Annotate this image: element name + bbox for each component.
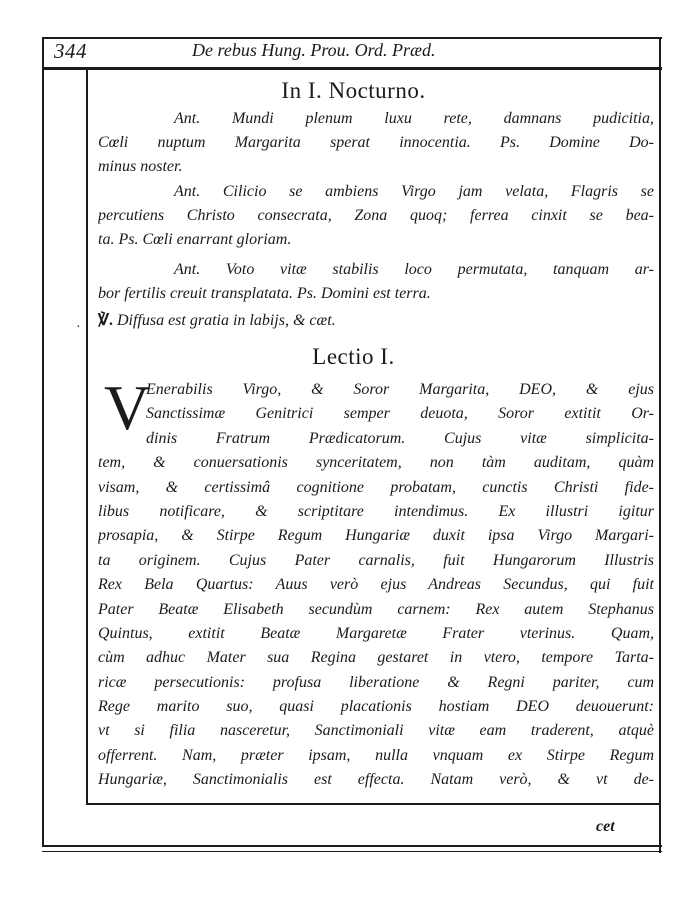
lectio-line: Sanctissimæ Genitrici semper deuota, Soror extitit Or-: [146, 405, 654, 423]
lectio-line: visam, & certissimâ cognitione probatam, cunctis Christi fide-: [98, 478, 654, 496]
lectio-line: tem, & conuersationis synceritatem, non tàm auditam, quàm: [98, 454, 654, 472]
lectio-heading: Lectio I.: [312, 344, 395, 369]
nocturn-heading: In I. Nocturno.: [281, 78, 426, 103]
versicle-line: [98, 309, 654, 333]
lectio-line: offerrent. Nam, præter ipsam, nulla vnquam ex Stirpe Regum: [98, 746, 654, 764]
antiphon-line: bor fertilis creuit transplatata. Ps. Domini est terra.: [98, 284, 431, 302]
margin-mark: ·: [76, 320, 81, 335]
header-rule: [42, 67, 662, 70]
antiphon-line: ta. Ps. Cœli enarrant gloriam.: [98, 230, 292, 248]
lectio-line: Hungariæ, Sanctimonialis est effecta. Natam verò, & vt de-: [98, 771, 654, 789]
bottom-outer-rule: [42, 845, 662, 847]
versicle: [98, 309, 654, 333]
antiphon-line: Ant. Mundi plenum luxu rete, damnans pudicitia,: [174, 110, 654, 127]
antiphon-2: [98, 180, 654, 251]
lectio-line: Rex Bela Quartus: Auus verò ejus Andreas Secundus, qui fuit: [98, 576, 654, 594]
left-inner-rule: [86, 70, 88, 803]
bottom-inner-rule: [86, 803, 661, 805]
lectio-line: libus notificare, & scriptitare intendimus. Ex illustri igitur: [98, 502, 654, 520]
lectio-line: dinis Fratrum Prædicatorum. Cujus vitæ simplicita-: [146, 429, 654, 447]
antiphon-line: Ant. Cilicio se ambiens Virgo jam velata, Flagris se: [174, 183, 654, 200]
lectio-line: Rege marito suo, quasi placationis hostiam DEO deuouerunt:: [98, 698, 654, 716]
running-head: De rebus Hung. Prou. Ord. Præd.: [192, 40, 436, 60]
lectio-text: [98, 372, 654, 793]
lectio-line: Enerabilis Virgo, & Soror Margarita, DEO, & ejus: [146, 381, 654, 398]
antiphon-1: [98, 107, 654, 178]
lectio-line: Pater Beatæ Elisabeth secundùm carnem: Rex autem Stephanus: [98, 600, 654, 618]
lectio-line: cùm adhuc Mater sua Regina gestaret in vtero, tempore Tarta-: [98, 649, 654, 667]
antiphon-line: minus noster.: [98, 157, 183, 175]
top-rule: [42, 37, 662, 39]
left-outer-rule: [42, 37, 44, 845]
versicle-text: Diffusa est gratia in labijs, & cæt.: [116, 312, 336, 329]
lectio-line: vt si filia nasceretur, Sanctimoniali vitæ eam traderent, atquè: [98, 722, 654, 740]
lectio-line: Quintus, extitit Beatæ Margaretæ Frater vterinus. Quam,: [98, 624, 654, 642]
antiphon-line: percutiens Christo consecrata, Zona quoq; ferrea cinxit se bea-: [98, 206, 654, 224]
lectio-line: prosapia, & Stirpe Regum Hungariæ duxit ipsa Virgo Margari-: [98, 527, 654, 545]
right-rule: [659, 37, 661, 853]
lectio-line: ricæ persecutionis: profusa liberatione & Regni pariter, cum: [98, 673, 654, 691]
drop-capital: V: [104, 372, 151, 443]
page-number: 344: [54, 39, 87, 63]
antiphon-3: [98, 258, 654, 306]
antiphon-line: Cœli nuptum Margarita sperat innocentia. Ps. Domine Do-: [98, 133, 654, 151]
antiphon-line: Ant. Voto vitæ stabilis loco permutata, tanquam ar-: [174, 261, 654, 278]
bottom-thin-rule: [42, 851, 662, 852]
catchword: cet: [596, 818, 615, 835]
versicle-sign: ℣.: [98, 312, 113, 329]
lectio-line: ta originem. Cujus Pater carnalis, fuit Hungarorum Illustris: [98, 551, 654, 569]
